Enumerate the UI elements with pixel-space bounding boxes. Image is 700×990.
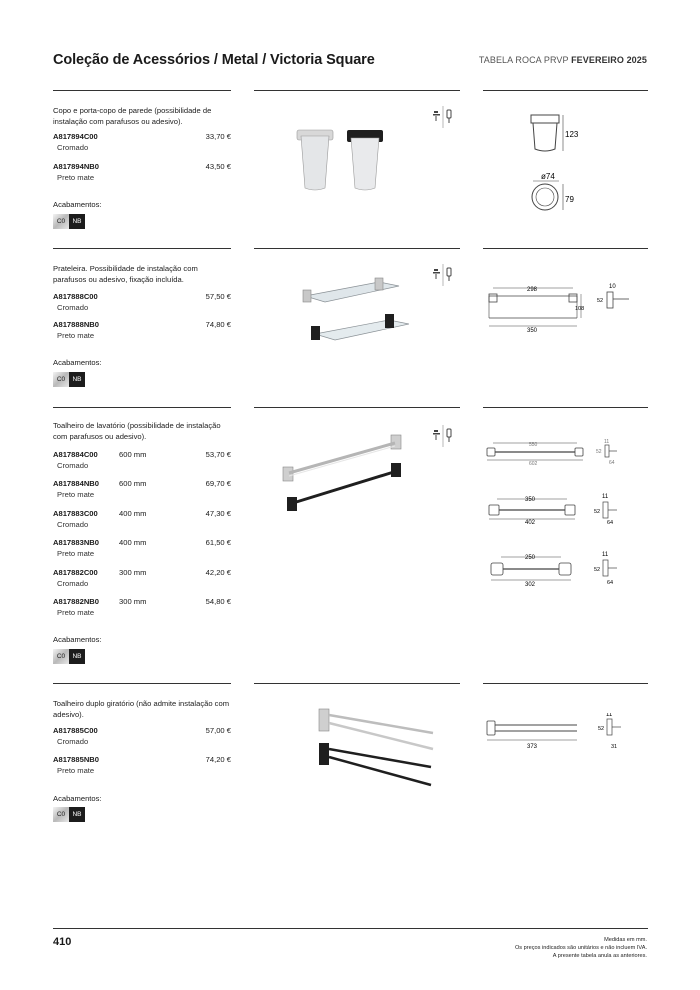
- divider: [483, 683, 648, 684]
- swatch-matte-black: NB: [69, 372, 85, 387]
- swatch-matte-black: NB: [69, 214, 85, 229]
- footer-notes: [515, 936, 647, 961]
- product-price: 42,20 €: [205, 568, 231, 577]
- product-finish: Cromado: [57, 579, 89, 588]
- finish-swatches: [53, 649, 85, 664]
- dimension-height: 52: [594, 509, 601, 515]
- product-description: Prateleira. Possibilidade de instalação com parafusos ou adesivo, fixação incluída.: [53, 264, 198, 284]
- product-finish: Preto mate: [57, 331, 95, 340]
- divider: [254, 248, 460, 249]
- product-size: 600 mm: [119, 479, 147, 488]
- product-code: A817885C00: [53, 726, 98, 735]
- product-description: Toalheiro de lavatório (possibilidade de instalação com parafusos ou adesivo).: [53, 421, 221, 441]
- swatch-chrome: C0: [53, 372, 69, 387]
- footer-divider: [53, 928, 648, 929]
- towel-bar-photo: [281, 433, 406, 519]
- dimension-depth: 108: [575, 306, 585, 312]
- dimension-400-total: 402: [525, 520, 536, 526]
- dimension-600-total: 602: [529, 461, 538, 467]
- installation-screw-adhesive-icon: [431, 425, 459, 447]
- dimension-projection: 64: [607, 520, 614, 526]
- shelf-photo: [299, 272, 409, 352]
- product-finish: Preto mate: [57, 490, 95, 499]
- divider: [483, 407, 648, 408]
- double-towel-bar-photo: [295, 707, 439, 793]
- divider: [53, 683, 231, 684]
- product-finish: Cromado: [57, 303, 89, 312]
- dimension-depth: 79: [565, 195, 574, 204]
- product-price: 69,70 €: [205, 479, 231, 488]
- swatch-matte-black: NB: [69, 807, 85, 822]
- product-finish: Preto mate: [57, 173, 95, 182]
- finishes-label: Acabamentos:: [53, 200, 102, 209]
- product-price: 53,70 €: [205, 450, 231, 459]
- product-code: A817883NB0: [53, 538, 100, 547]
- divider: [483, 90, 648, 91]
- product-finish: Cromado: [57, 520, 89, 529]
- dimension-height: 52: [598, 726, 605, 732]
- product-price: 74,20 €: [205, 755, 231, 764]
- subtitle-date: FEVEREIRO 2025: [571, 55, 647, 65]
- product-section-tumbler: [53, 90, 648, 240]
- product-section-double-towel-bar: [53, 683, 648, 833]
- divider: [53, 90, 231, 91]
- swatch-matte-black: NB: [69, 649, 85, 664]
- product-price: 57,50 €: [205, 292, 231, 301]
- double-towel-bar-technical-drawing: [483, 713, 648, 753]
- dimension-length: 373: [527, 744, 538, 750]
- product-code: A817884NB0: [53, 479, 100, 488]
- dimension-300-total: 302: [525, 582, 536, 588]
- product-price: 47,30 €: [205, 509, 231, 518]
- swatch-chrome: C0: [53, 649, 69, 664]
- product-description: Toalheiro duplo giratório (não admite instalação com adesivo).: [53, 699, 230, 719]
- product-finish: Cromado: [57, 143, 89, 152]
- product-price: 74,80 €: [205, 320, 231, 329]
- tumbler-technical-drawing: [523, 105, 623, 225]
- shelf-technical-drawing: [483, 282, 648, 342]
- product-finish: Cromado: [57, 461, 89, 470]
- installation-screw-adhesive-icon: [431, 264, 459, 286]
- product-code: A817882NB0: [53, 597, 100, 606]
- dimension-height: 123: [565, 130, 579, 139]
- divider: [53, 407, 231, 408]
- finish-swatches: [53, 807, 85, 822]
- footer-note: A presente tabela anula as anteriores.: [552, 953, 647, 960]
- divider: [53, 248, 231, 249]
- finish-swatches: [53, 372, 85, 387]
- dimension-thickness: 11: [606, 713, 613, 718]
- product-code: A817888C00: [53, 292, 98, 301]
- product-code: A817884C00: [53, 450, 98, 459]
- product-section-towel-bar: [53, 407, 648, 672]
- footer-note: Medidas em mm.: [604, 937, 647, 943]
- dimension-total-length: 350: [527, 328, 538, 334]
- product-code: A817894C00: [53, 132, 98, 141]
- finishes-label: Acabamentos:: [53, 358, 102, 367]
- dimension-thickness: 11: [602, 494, 609, 500]
- dimension-400-inner: 350: [525, 497, 536, 503]
- dimension-projection: 31: [611, 744, 618, 750]
- finishes-label: Acabamentos:: [53, 794, 102, 803]
- price-table-subtitle: [479, 55, 647, 65]
- finish-swatches: [53, 214, 85, 229]
- dimension-diameter: ø74: [541, 172, 555, 181]
- dimension-thickness: 10: [609, 284, 616, 290]
- dimension-height: 52: [594, 567, 601, 573]
- dimension-height: 52: [596, 449, 602, 455]
- installation-screw-adhesive-icon: [431, 106, 459, 128]
- product-size: 300 mm: [119, 568, 147, 577]
- divider: [254, 90, 460, 91]
- product-finish: Preto mate: [57, 549, 95, 558]
- page-number: 410: [53, 936, 72, 948]
- product-code: A817885NB0: [53, 755, 100, 764]
- dimension-300-inner: 250: [525, 555, 536, 561]
- divider: [254, 407, 460, 408]
- divider: [483, 248, 648, 249]
- product-code: A817894NB0: [53, 162, 100, 171]
- product-code: A817888NB0: [53, 320, 100, 329]
- product-size: 400 mm: [119, 538, 147, 547]
- product-size: 400 mm: [119, 509, 147, 518]
- tumbler-photo: [291, 126, 391, 196]
- dimension-thickness: 11: [604, 439, 610, 445]
- product-section-shelf: [53, 248, 648, 398]
- product-finish: Preto mate: [57, 608, 95, 617]
- dimension-600-inner: 550: [529, 442, 538, 448]
- product-description: Copo e porta-copo de parede (possibilidade de instalação com parafusos ou adesivo).: [53, 106, 212, 126]
- dimension-height: 52: [597, 298, 604, 304]
- product-code: A817882C00: [53, 568, 98, 577]
- product-finish: Cromado: [57, 737, 89, 746]
- product-price: 54,80 €: [205, 597, 231, 606]
- finishes-label: Acabamentos:: [53, 635, 102, 644]
- product-size: 300 mm: [119, 597, 147, 606]
- dimension-inner-length: 298: [527, 287, 538, 293]
- product-code: A817883C00: [53, 509, 98, 518]
- swatch-chrome: C0: [53, 214, 69, 229]
- footer-note: Os preços indicados são unitários e não incluem IVA.: [514, 945, 647, 952]
- swatch-chrome: C0: [53, 807, 69, 822]
- page-title: Coleção de Acessórios / Metal / Victoria Square: [53, 52, 375, 68]
- dimension-thickness: 11: [602, 552, 609, 558]
- dimension-projection: 64: [609, 460, 615, 466]
- dimension-projection: 64: [607, 580, 614, 586]
- towel-bar-technical-drawing: [483, 437, 648, 597]
- product-finish: Preto mate: [57, 766, 95, 775]
- product-price: 61,50 €: [205, 538, 231, 547]
- product-price: 43,50 €: [205, 162, 231, 171]
- divider: [254, 683, 460, 684]
- product-price: 57,00 €: [205, 726, 231, 735]
- subtitle-light: TABELA ROCA PRVP: [478, 55, 572, 65]
- product-price: 33,70 €: [205, 132, 231, 141]
- product-size: 600 mm: [119, 450, 147, 459]
